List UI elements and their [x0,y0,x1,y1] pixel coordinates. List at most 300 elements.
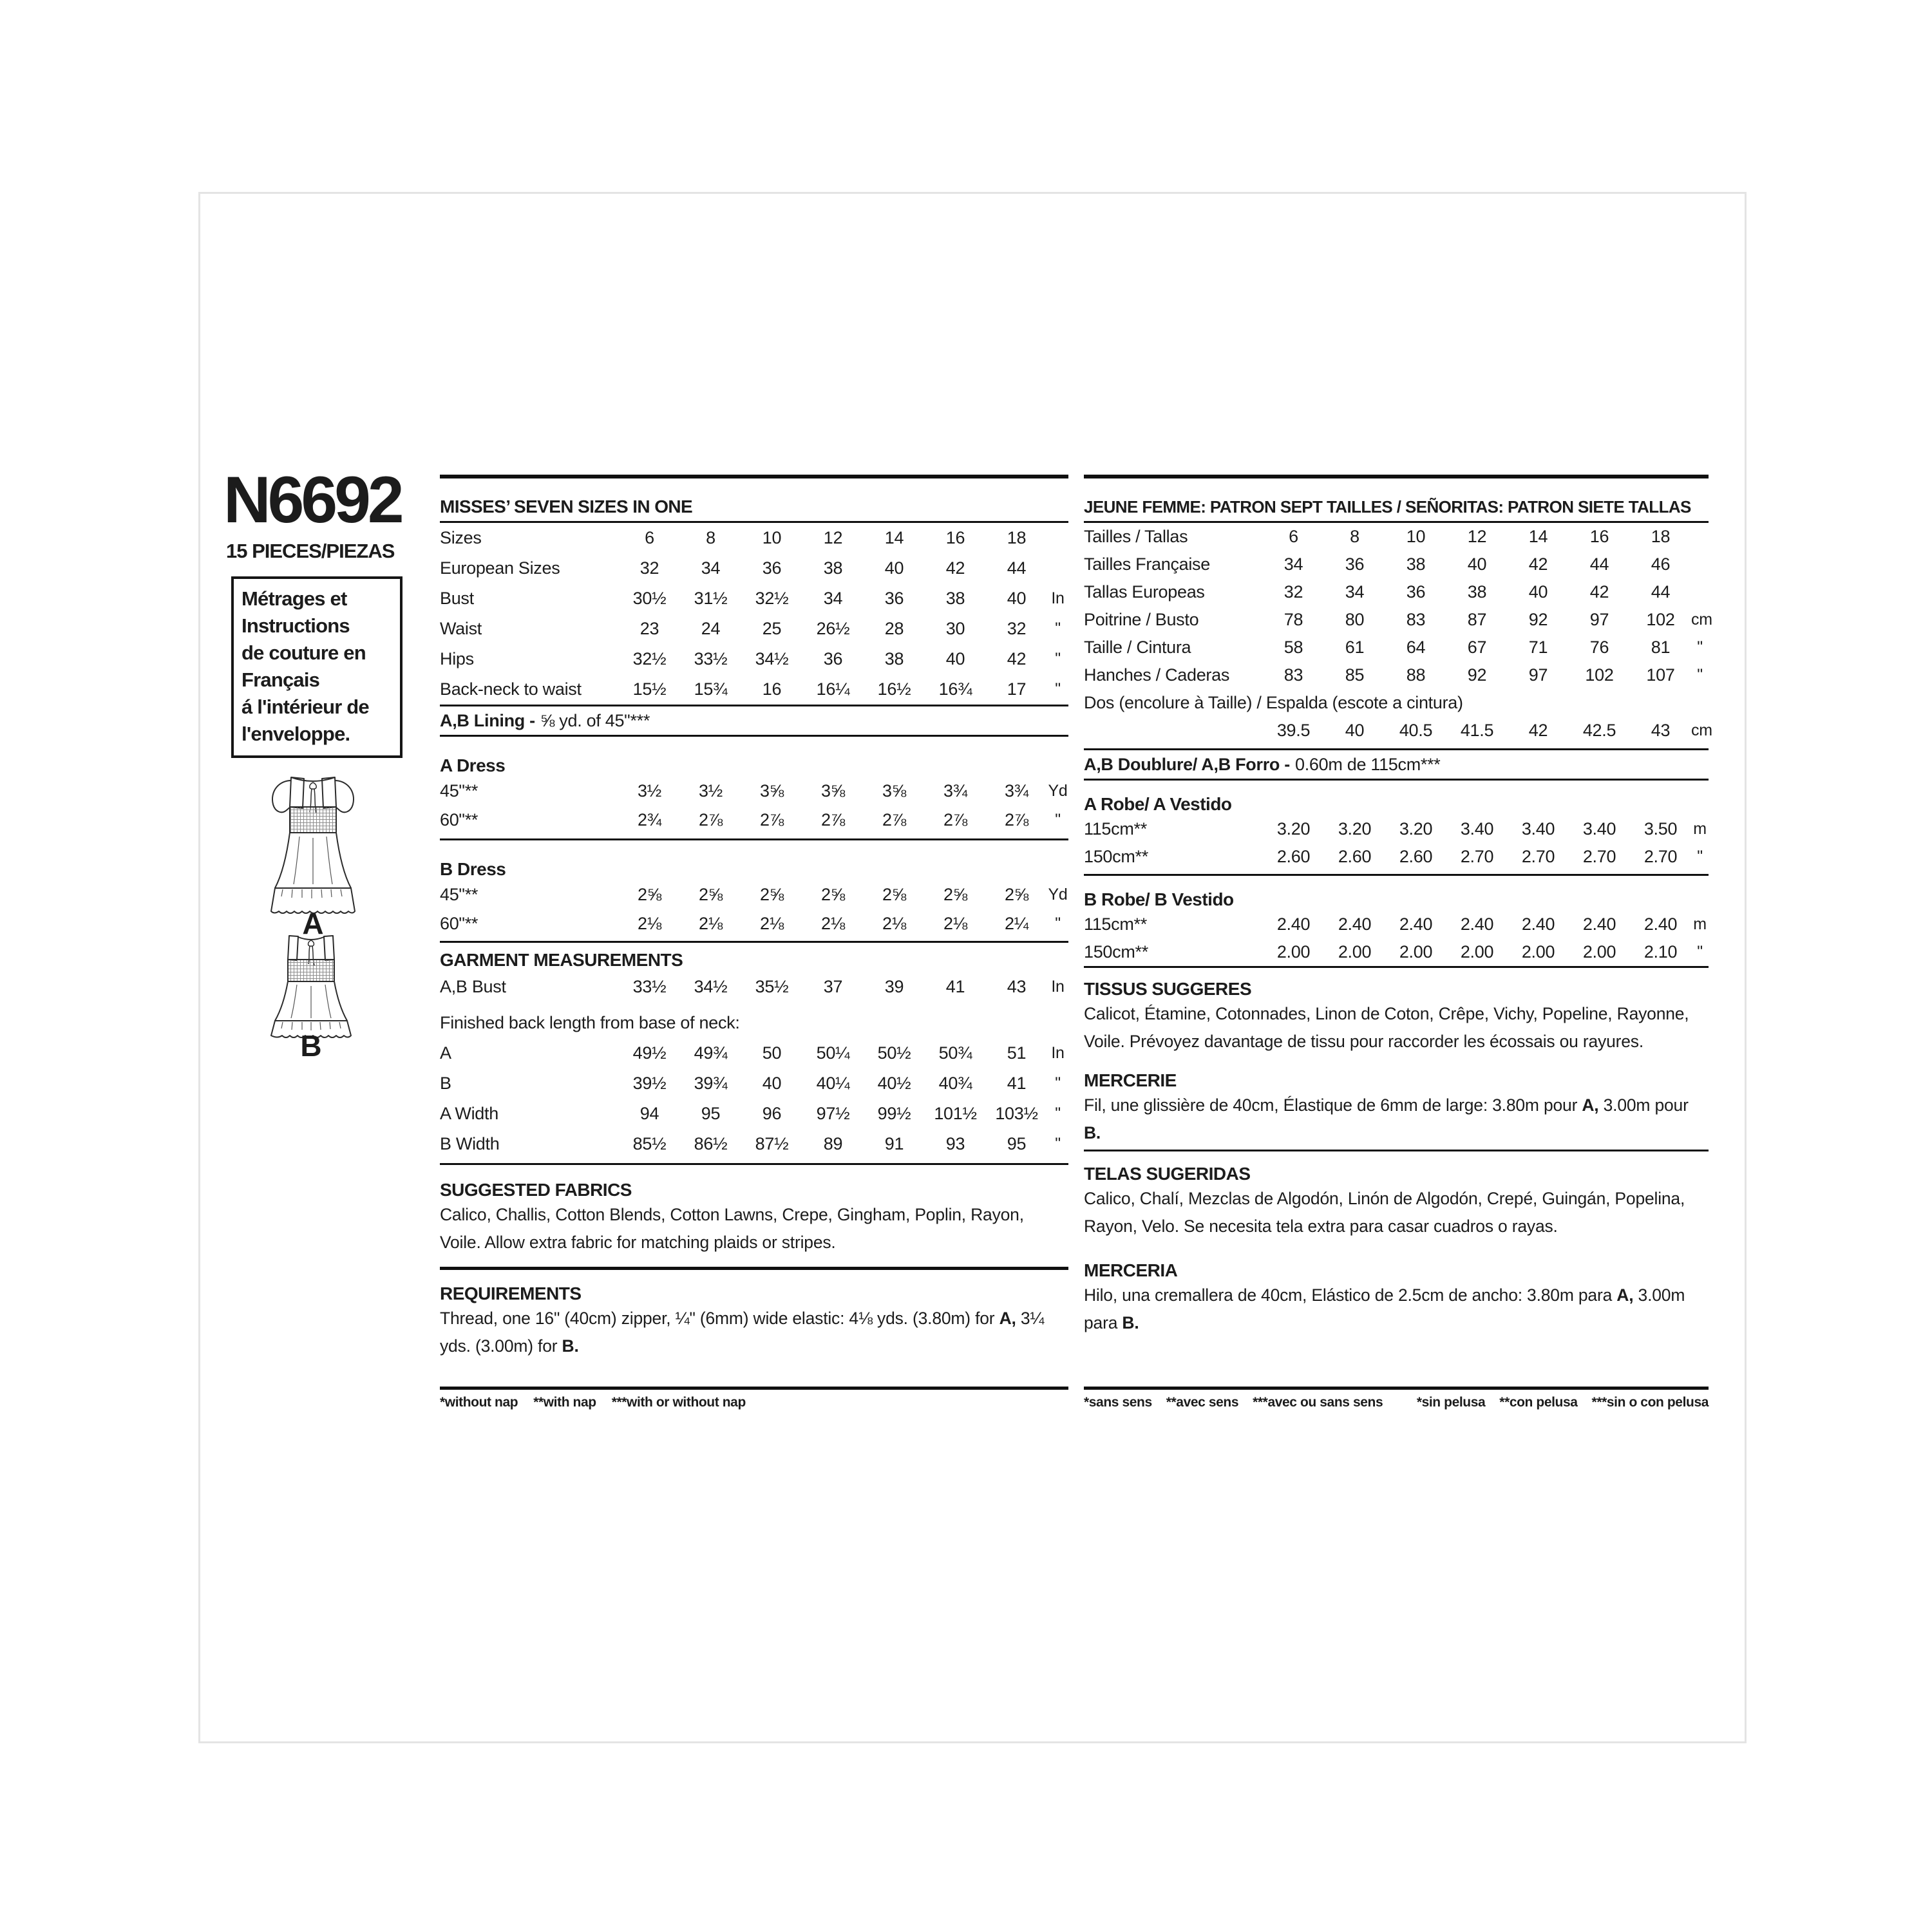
nap-footnote-intl [1084,1387,1709,1410]
table-row [1084,911,1709,938]
size-value: 44 [1651,582,1671,601]
size-value: 8 [706,528,715,547]
table-row [440,644,1068,674]
size-value: 31½ [694,589,728,608]
size-value: 3½ [638,781,661,800]
garment-length-table [440,1038,1068,1159]
size-value: 85½ [632,1134,667,1153]
view-a-label: A [302,907,324,940]
size-value: 42 [1589,582,1609,601]
size-value: 32½ [755,589,789,608]
footnote-item: **con pelusa [1499,1395,1578,1410]
size-value: 99½ [877,1104,911,1123]
size-value: 16½ [877,679,911,699]
row-label: Bust [440,589,474,608]
table-row [1084,661,1709,689]
size-value: 97 [1528,665,1548,685]
size-value: 34½ [694,976,728,996]
footnote-item: **avec sens [1166,1395,1239,1410]
footnote-item: *without nap [440,1395,518,1410]
b-dress-heading: B Dress [440,859,506,879]
size-value: 28 [884,619,904,638]
unit-label: cm [1691,611,1712,629]
pattern-number: N6692 [223,463,401,536]
size-value: 12 [1467,527,1487,546]
size-value: 12 [823,528,843,547]
size-value: 50½ [877,1043,911,1063]
row-label: Poitrine / Busto [1084,610,1199,629]
divider [1084,1387,1709,1390]
size-value: 18 [1007,528,1027,547]
french-note-line: á l'intérieur de [242,696,369,718]
size-value: 40 [1528,582,1548,601]
footnote-item: **with nap [533,1395,596,1410]
doublure-note [1084,750,1709,779]
size-value: 97 [1589,610,1609,629]
size-value: 2⅝ [821,885,845,904]
french-note-line: l'enveloppe. [242,723,350,745]
divider [1084,1150,1709,1151]
table-row [1084,551,1709,578]
unit-label: In [1051,589,1065,607]
size-value: 81 [1651,638,1671,657]
size-value: 24 [701,619,721,638]
size-value: 32 [1283,582,1303,601]
view-a-ref: A, [1582,1095,1599,1115]
b-dress-yardage-table [440,880,1068,938]
size-value: 83 [1283,665,1303,685]
size-value: 36 [762,558,782,578]
dos-espalda-note: Dos (encolure à Taille) / Espalda (escote a cintura) [1084,693,1463,712]
row-label: Tailles / Tallas [1084,527,1188,546]
size-value: 32½ [632,649,667,668]
divider [440,838,1068,840]
size-value: 16 [1589,527,1609,546]
row-label: 45"** [440,885,478,904]
size-value: 2.00 [1338,942,1372,961]
size-value: 2⅛ [943,914,967,933]
row-label: 150cm** [1084,847,1148,866]
size-value: 103½ [995,1104,1038,1123]
table-row [1084,578,1709,606]
lining-note [440,706,1068,735]
view-b-ref: B. [1084,1123,1101,1142]
size-value: 26½ [816,619,850,638]
row-label: 60"** [440,810,478,829]
size-value: 39½ [632,1074,667,1093]
english-column [440,475,1068,1360]
table-row [440,523,1068,553]
table-row [440,583,1068,614]
table-row [1084,634,1709,661]
size-value: 3.50 [1643,819,1678,838]
size-value: 2⅝ [760,885,784,904]
garment-bust-table [440,971,1068,1002]
merceria-text: Hilo, una cremallera de 40cm, Elástico de 2.5cm de ancho: 3.80m para [1084,1285,1617,1305]
table-row [1084,938,1709,966]
size-value: 30 [945,619,965,638]
size-value: 14 [1528,527,1548,546]
size-value: 35½ [755,976,789,996]
row-label: Waist [440,619,482,638]
dress-a-illustration [257,770,369,915]
size-value: 33½ [694,649,728,668]
french-note-line: Français [242,668,320,691]
requirements-text: Thread, one 16" (40cm) zipper, ¼" (6mm) wide elastic: 4⅛ yds. (3.80m) for [440,1309,999,1328]
mercerie-body [1084,1092,1709,1147]
row-label: Tailles Française [1084,554,1210,574]
size-value: 85 [1345,665,1365,685]
table-row [440,909,1068,938]
size-value: 15½ [632,679,667,699]
divider [440,1267,1068,1270]
size-value: 15¾ [694,679,728,699]
size-value: 50¾ [938,1043,972,1063]
size-value: 94 [639,1104,659,1123]
size-value: 10 [1406,527,1426,546]
size-value: 3¾ [1005,781,1028,800]
unit-label: " [1055,1074,1061,1092]
footnote-item: ***sin o con pelusa [1591,1395,1709,1410]
footnote-group-french [1084,1395,1383,1410]
size-value: 3.40 [1521,819,1555,838]
a-robe-heading: A Robe/ A Vestido [1084,794,1232,814]
unit-label: " [1055,620,1061,638]
row-label: 115cm** [1084,819,1147,838]
unit-label: " [1055,650,1061,668]
table-row [1084,843,1709,871]
size-value: 88 [1406,665,1426,685]
size-value: 102 [1585,665,1614,685]
size-value: 36 [1345,554,1365,574]
size-value: 83 [1406,610,1426,629]
table-row [440,971,1068,1002]
unit-label: Yd [1048,886,1068,904]
size-value: 92 [1467,665,1487,685]
size-value: 49¾ [694,1043,728,1063]
size-value: 2⅞ [821,810,845,829]
mercerie-text: Fil, une glissière de 40cm, Élastique de 6mm de large: 3.80m pour [1084,1095,1582,1115]
merceria-heading: MERCERIA [1084,1260,1178,1280]
size-value: 43 [1651,721,1671,740]
size-value: 3⅝ [882,781,906,800]
unit-label: " [1055,811,1061,829]
row-label: 115cm** [1084,914,1147,934]
size-value: 6 [645,528,654,547]
size-value: 2.00 [1460,942,1494,961]
a-dress-heading: A Dress [440,755,506,775]
size-value: 2⅛ [699,914,723,933]
size-value: 2.10 [1643,942,1678,961]
size-value: 34 [701,558,721,578]
lining-note-label: A,B Lining - [440,710,535,730]
size-value: 2⅝ [638,885,661,904]
table-row [440,880,1068,909]
size-value: 8 [1350,527,1359,546]
garment-measurements-heading: GARMENT MEASUREMENTS [440,950,683,970]
size-value: 6 [1289,527,1298,546]
size-value: 3⅝ [821,781,845,800]
size-value: 44 [1589,554,1609,574]
size-value: 42 [1528,721,1548,740]
row-label: 45"** [440,781,478,800]
size-value: 2⅞ [943,810,967,829]
view-b-ref: B. [1122,1313,1139,1332]
size-value: 95 [1007,1134,1027,1153]
footnote-item: ***with or without nap [611,1395,746,1410]
size-value: 37 [823,976,843,996]
table-row [440,553,1068,583]
size-value: 2⅞ [699,810,723,829]
size-value: 17 [1007,679,1027,699]
size-value: 18 [1651,527,1671,546]
size-value: 2⅛ [760,914,784,933]
french-note-line: de couture en [242,641,366,664]
size-value: 2⅝ [1005,885,1028,904]
dos-espalda-values [1084,717,1712,744]
size-value: 2.70 [1582,847,1616,866]
size-value: 2⅛ [638,914,661,933]
size-value: 51 [1007,1043,1027,1063]
size-value: 58 [1283,638,1303,657]
unit-label: " [1055,1135,1061,1153]
size-value: 16 [945,528,965,547]
divider [440,735,1068,737]
left-table-title: MISSES’ SEVEN SIZES IN ONE [440,497,693,516]
size-value: 93 [945,1134,965,1153]
size-value: 2⅞ [882,810,906,829]
size-value: 40 [884,558,904,578]
divider [1084,966,1709,968]
size-value: 38 [1467,582,1487,601]
pieces-count: 15 PIECES/PIEZAS [226,540,395,562]
table-row [1084,815,1709,843]
size-value: 41 [945,976,965,996]
unit-label: m [1693,820,1707,838]
size-value: 2.70 [1643,847,1678,866]
row-label: B [440,1074,451,1093]
view-b-label: B [300,1029,322,1063]
table-row [440,674,1068,705]
view-a-ref: A, [999,1309,1016,1328]
size-value: 44 [1007,558,1027,578]
row-label: Sizes [440,528,482,547]
size-value: 101½ [934,1104,977,1123]
size-value: 32 [1007,619,1027,638]
doublure-note-value: 0.60m de 115cm*** [1294,754,1441,774]
size-value: 3¾ [943,781,967,800]
b-robe-heading: B Robe/ B Vestido [1084,889,1234,909]
table-row [440,614,1068,644]
merceria-text: 3.00m para [1084,1285,1685,1332]
row-label: A Width [440,1104,498,1123]
divider [1084,874,1709,876]
size-value: 40¾ [938,1074,972,1093]
unit-label: In [1051,1044,1065,1062]
size-value: 38 [884,649,904,668]
row-label: B Width [440,1134,500,1153]
size-value: 42 [1007,649,1027,668]
lining-note-value: ⅝ yd. of 45"*** [540,710,650,730]
size-value: 41.5 [1460,721,1494,740]
size-value: 32 [639,558,659,578]
size-value: 39.5 [1276,721,1311,740]
row-label: A,B Bust [440,976,506,996]
footnote-group-spanish [1417,1395,1709,1410]
french-note-box [231,576,402,758]
size-value: 102 [1646,610,1675,629]
size-value: 78 [1283,610,1303,629]
row-label: European Sizes [440,558,560,578]
size-value: 16¾ [938,679,972,699]
size-value: 50 [762,1043,782,1063]
table-row [440,1129,1068,1159]
size-value: 36 [1406,582,1426,601]
size-value: 3.20 [1338,819,1372,838]
size-value: 16 [762,679,782,699]
body-measurements-table-intl [1084,523,1712,689]
size-value: 38 [823,558,843,578]
size-value: 34 [1283,554,1303,574]
requirements-heading: REQUIREMENTS [440,1283,582,1303]
divider [440,475,1068,478]
size-value: 42 [945,558,965,578]
french-note-line: Instructions [242,614,350,637]
size-value: 2⅝ [882,885,906,904]
table-row [1084,606,1712,634]
size-value: 2.60 [1276,847,1311,866]
footnote-item: *sans sens [1084,1395,1152,1410]
row-label: Tallas Europeas [1084,582,1205,601]
size-value: 2.40 [1460,914,1494,934]
size-value: 71 [1528,638,1548,657]
unit-label: m [1693,915,1707,933]
size-value: 89 [823,1134,843,1153]
telas-heading: TELAS SUGERIDAS [1084,1164,1251,1184]
size-value: 3½ [699,781,723,800]
size-value: 33½ [632,976,667,996]
row-label: 60"** [440,914,478,933]
size-value: 3.20 [1399,819,1433,838]
size-value: 3.40 [1460,819,1494,838]
size-value: 2¼ [1005,914,1028,933]
footnote-item: ***avec ou sans sens [1253,1395,1383,1410]
unit-label: " [1055,1104,1061,1122]
size-value: 40.5 [1399,721,1433,740]
size-value: 46 [1651,554,1671,574]
suggested-fabrics-body: Calico, Challis, Cotton Blends, Cotton Lawns, Crepe, Gingham, Poplin, Rayon, Voile. Allow extra fabric for matching plaids or stripes. [440,1205,1024,1252]
footnote-item: *sin pelusa [1416,1395,1486,1410]
size-value: 3.20 [1276,819,1311,838]
merceria-body [1084,1282,1709,1337]
size-value: 3.40 [1582,819,1616,838]
size-value: 2.40 [1276,914,1311,934]
size-value: 2.00 [1521,942,1555,961]
size-value: 2.00 [1399,942,1433,961]
pattern-envelope-back [198,192,1747,1743]
size-value: 40½ [877,1074,911,1093]
size-value: 39 [884,976,904,996]
size-value: 2.70 [1460,847,1494,866]
table-row [1084,717,1712,744]
size-value: 14 [884,528,904,547]
size-value: 2⅞ [1005,810,1028,829]
unit-label: " [1697,666,1703,684]
size-value: 36 [884,589,904,608]
dress-b-illustration [263,932,359,1040]
size-value: 39¾ [694,1074,728,1093]
size-value: 2.40 [1643,914,1678,934]
size-value: 2.40 [1338,914,1372,934]
size-value: 2⅝ [943,885,967,904]
size-value: 2⅞ [760,810,784,829]
unit-label: In [1051,977,1065,996]
size-value: 40 [1345,721,1365,740]
size-value: 23 [639,619,659,638]
size-value: 3⅝ [760,781,784,800]
doublure-note-label: A,B Doublure/ A,B Forro - [1084,754,1290,774]
row-label: Hanches / Caderas [1084,665,1230,685]
body-measurements-table [440,523,1068,705]
size-value: 10 [762,528,782,547]
row-label: Taille / Cintura [1084,638,1191,657]
size-value: 34 [823,589,843,608]
size-value: 61 [1345,638,1365,657]
size-value: 96 [762,1104,782,1123]
size-value: 2.40 [1521,914,1555,934]
mercerie-heading: MERCERIE [1084,1070,1177,1090]
divider [440,1387,1068,1390]
size-value: 2.70 [1521,847,1555,866]
unit-label: " [1697,943,1703,961]
nap-footnote-english [440,1387,1068,1410]
size-value: 41 [1007,1074,1027,1093]
row-label: A [440,1043,451,1063]
size-value: 36 [823,649,843,668]
a-robe-metrage-table [1084,815,1709,871]
row-label: Hips [440,649,474,668]
size-value: 2.00 [1276,942,1311,961]
table-row [440,777,1068,806]
size-value: 91 [884,1134,904,1153]
size-value: 16¼ [816,679,850,699]
unit-label: " [1055,680,1061,698]
size-value: 95 [701,1104,721,1123]
size-value: 38 [1406,554,1426,574]
row-label: Back-neck to waist [440,679,582,699]
size-value: 2.60 [1399,847,1433,866]
size-value: 2⅛ [821,914,845,933]
size-value: 25 [762,619,782,638]
size-value: 42 [1528,554,1548,574]
size-value: 40 [945,649,965,668]
finished-length-note: Finished back length from base of neck: [440,1012,740,1032]
view-a-ref: A, [1616,1285,1634,1305]
size-value: 40 [1007,589,1027,608]
telas-body: Calico, Chalí, Mezclas de Algodón, Linón de Algodón, Crepé, Guingán, Popelina, Rayon, Velo. Se necesita tela extra para casar cuadros o rayas. [1084,1189,1685,1236]
size-value: 86½ [694,1134,728,1153]
table-row [440,1099,1068,1129]
size-value: 87 [1467,610,1487,629]
requirements-body [440,1305,1068,1360]
table-row [440,1068,1068,1099]
divider [1084,475,1709,478]
mercerie-text: 3.00m pour [1598,1095,1689,1115]
view-b-ref: B. [562,1336,579,1356]
size-value: 67 [1467,638,1487,657]
divider [440,941,1068,943]
table-row [440,806,1068,835]
